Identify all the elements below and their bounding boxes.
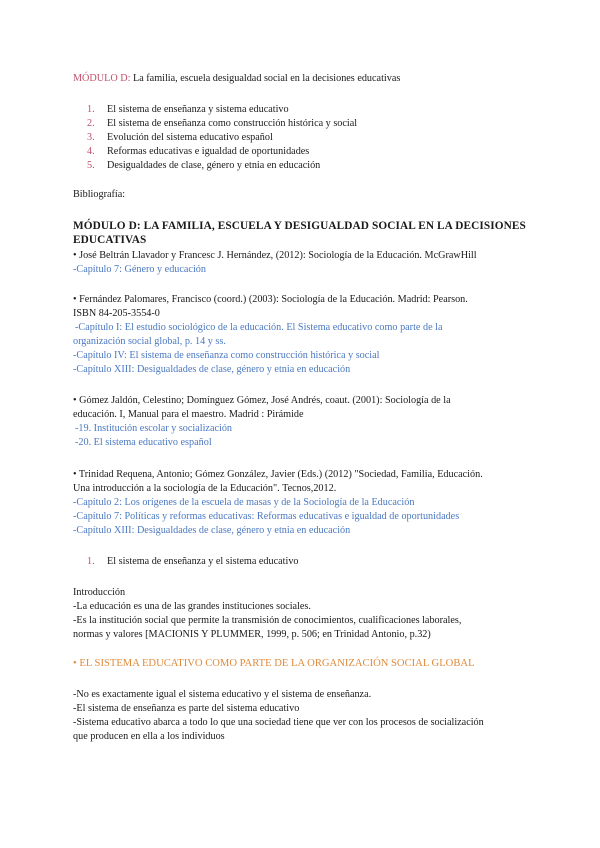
chapter-link[interactable]: -19. Institución escolar y socialización [75,423,233,434]
topics-list [73,103,357,173]
section-list [73,555,299,569]
chapter-link[interactable]: -Capítulo IV: El sistema de enseñanza como construcción histórica y social [73,350,380,361]
section-item: 1. El sistema de enseñanza y el sistema educativo [87,556,299,567]
topic-item: 4. Reformas educativas e igualdad de oportunidades [87,146,310,157]
chapter-link[interactable]: organización social global, p. 14 y ss. [73,336,226,347]
reference-4: • Trinidad Requena, Antonio; Gómez González, Javier (Eds.) (2012) "Sociedad, Familia, Educación. Una introducción a la sociología de la Educación". Tecnos,2012. -Capítulo 2: Los orígenes de la escuela de masas y de la Sociología de la Educación -Capítulo 7: Políticas y reformas educativas: Reformas educativas e igualdad de oportunidades -Capítulo XIII: Desigualdades de clase, género y etnia en educación [73,468,528,538]
section-heading: • EL SISTEMA EDUCATIVO COMO PARTE DE LA ORGANIZACIÓN SOCIAL GLOBAL [73,658,475,669]
topic-item: 2. El sistema de enseñanza como construcción histórica y social [87,118,358,129]
introduction: Introducción -La educación es una de las grandes instituciones sociales. -Es la institución social que permite la transmisión de conocimientos, cualificaciones laborales, normas y valores [MACIONIS Y PLUMMER, 1999, p. 506; en Trinidad Antonio, p.32) [73,586,528,642]
final-paragraph: -No es exactamente igual el sistema educativo y el sistema de enseñanza. -El sistema de enseñanza es parte del sistema educativo -Sistema educativo abarca a todo lo que una sociedad tiene que ver con los procesos de socialización que producen en ella a los individuos [73,689,484,742]
reference-3: • Gómez Jaldón, Celestino; Domínguez Gómez, José Andrés, coaut. (2001): Sociología de la educación. I, Manual para el maestro. Madrid : Pirámide -19. Institución escolar y socialización -20. El sistema educativo español [73,394,528,450]
module-line [73,72,528,86]
chapter-link[interactable]: -Capítulo I: El estudio sociológico de la educación. El Sistema educativo como parte de la [75,322,443,333]
module-label: MÓDULO D: [73,73,131,84]
chapter-link[interactable]: -Capítulo 7: Género y educación [73,264,206,275]
chapter-link[interactable]: -Capítulo XIII: Desigualdades de clase, género y etnia en educación [73,364,351,375]
chapter-link[interactable]: -Capítulo XIII: Desigualdades de clase, género y etnia en educación [73,525,351,536]
topic-item: 5. Desigualdades de clase, género y etnia en educación [87,160,321,171]
module-title: La familia, escuela desigualdad social en la decisiones educativas [133,73,401,84]
bibliography-label: Bibliografía: [73,189,126,200]
topic-item: 1. El sistema de enseñanza y sistema educativo [87,104,289,115]
chapter-link[interactable]: -Capítulo 2: Los orígenes de la escuela de masas y de la Sociología de la Educación [73,497,415,508]
module-heading: MÓDULO D: LA FAMILIA, ESCUELA Y DESIGUALDAD SOCIAL EN LA DECISIONES EDUCATIVAS [73,220,526,246]
chapter-link[interactable]: -Capítulo 7: Políticas y reformas educativas: Reformas educativas e igualdad de oportunidades [73,511,460,522]
reference-1: • José Beltrán Llavador y Francesc J. Hernández, (2012): Sociología de la Educación. McGrawHill -Capítulo 7: Género y educación [73,249,528,277]
chapter-link[interactable]: -20. El sistema educativo español [75,437,212,448]
reference-2: • Fernández Palomares, Francisco (coord.) (2003): Sociología de la Educación. Madrid: Pearson. ISBN 84-205-3554-0 -Capítulo I: El estudio sociológico de la educación. El Sistema educativo como parte de la organización social global, p. 14 y ss. -Capítulo IV: El sistema de enseñanza como construcción histórica y social -Capítulo XIII: Desigualdades de clase, género y etnia en educación [73,293,528,377]
topic-item: 3. Evolución del sistema educativo español [87,132,273,143]
intro-label: Introducción [73,587,126,598]
